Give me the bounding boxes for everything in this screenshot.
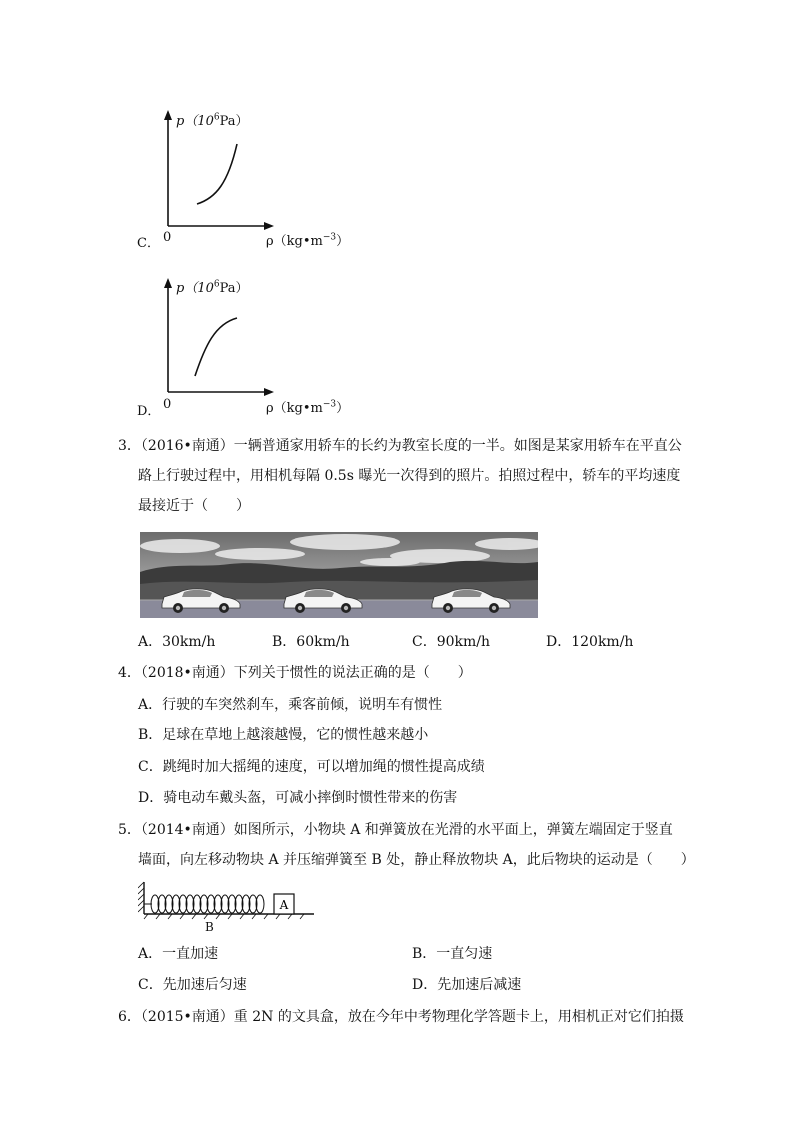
q3-option-b: B．60km/h xyxy=(272,634,350,650)
q3-option-a: A．30km/h xyxy=(138,634,216,650)
spring-diagram xyxy=(138,880,318,920)
graph-c-option: C． xyxy=(137,236,160,251)
graph-c-origin: 0 xyxy=(163,230,172,245)
q5-option-c: C．先加速后匀速 xyxy=(138,977,247,993)
wall-hatching xyxy=(138,882,144,912)
q5-line-1: 5．（2014•南通）如图所示，小物块 A 和弹簧放在光滑的水平面上，弹簧左端固定于竖直 xyxy=(118,822,673,838)
q3-line-3: 最接近于（ ） xyxy=(138,498,250,514)
graph-d-option: D． xyxy=(137,404,161,419)
q4-option-b: B．足球在草地上越滚越慢，它的惯性越来越小 xyxy=(138,727,429,743)
q5-option-b: B．一直匀速 xyxy=(412,946,493,962)
car-photo xyxy=(140,532,538,618)
q6-line-1: 6．（2015•南通）重 2N 的文具盒，放在今年中考物理化学答题卡上，用相机正对它们拍摄 xyxy=(118,1009,684,1025)
q5-option-a: A．一直加速 xyxy=(138,946,219,962)
graph-d-origin: 0 xyxy=(163,397,172,412)
q5-line-2: 墙面，向左移动物块 A 并压缩弹簧至 B 处，静止释放物块 A，此后物块的运动是（ ） xyxy=(138,852,695,868)
q4-option-d: D．骑电动车戴头盔，可减小摔倒时惯性带来的伤害 xyxy=(138,790,458,806)
point-b-label: B xyxy=(205,920,214,934)
floor-hatching xyxy=(144,914,304,919)
graph-d-y-label: $p(10^6Pa)$ xyxy=(176,279,249,296)
q3-line-1: 3．（2016•南通）一辆普通家用轿车的长约为教室长度的一半。如图是某家用轿车在平直公 xyxy=(118,438,682,454)
block-a-label: A xyxy=(279,898,289,912)
graph-d-y-arrow xyxy=(164,278,172,288)
q4-stem: 4．（2018•南通）下列关于惯性的说法正确的是（ ） xyxy=(118,665,472,681)
q3-line-2: 路上行驶过程中，用相机每隔 0.5s 曝光一次得到的照片。拍照过程中，轿车的平均速度 xyxy=(138,468,681,484)
graph-c-curve xyxy=(197,144,237,204)
graph-c-x-arrow xyxy=(264,222,274,230)
spring xyxy=(144,895,264,913)
q3-option-d: D．120km/h xyxy=(546,634,634,650)
graph-c-y-label: $p(10^6Pa)$ xyxy=(176,112,249,129)
graph-d-curve xyxy=(195,318,237,376)
graph-d-x-arrow xyxy=(264,388,274,396)
graph-d-x-label: $\rho(kg•m^{-3})$ xyxy=(266,399,350,416)
q4-option-c: C．跳绳时加大摇绳的速度，可以增加绳的惯性提高成绩 xyxy=(138,759,485,775)
graph-c-y-arrow xyxy=(164,110,172,120)
q3-option-c: C．90km/h xyxy=(412,634,491,650)
graph-c-x-label: $\rho(kg•m^{-3})$ xyxy=(266,232,350,249)
car-photo-drawing xyxy=(140,532,538,618)
q5-option-d: D．先加速后减速 xyxy=(412,977,522,993)
q4-option-a: A．行驶的车突然刹车，乘客前倾，说明车有惯性 xyxy=(138,697,443,713)
